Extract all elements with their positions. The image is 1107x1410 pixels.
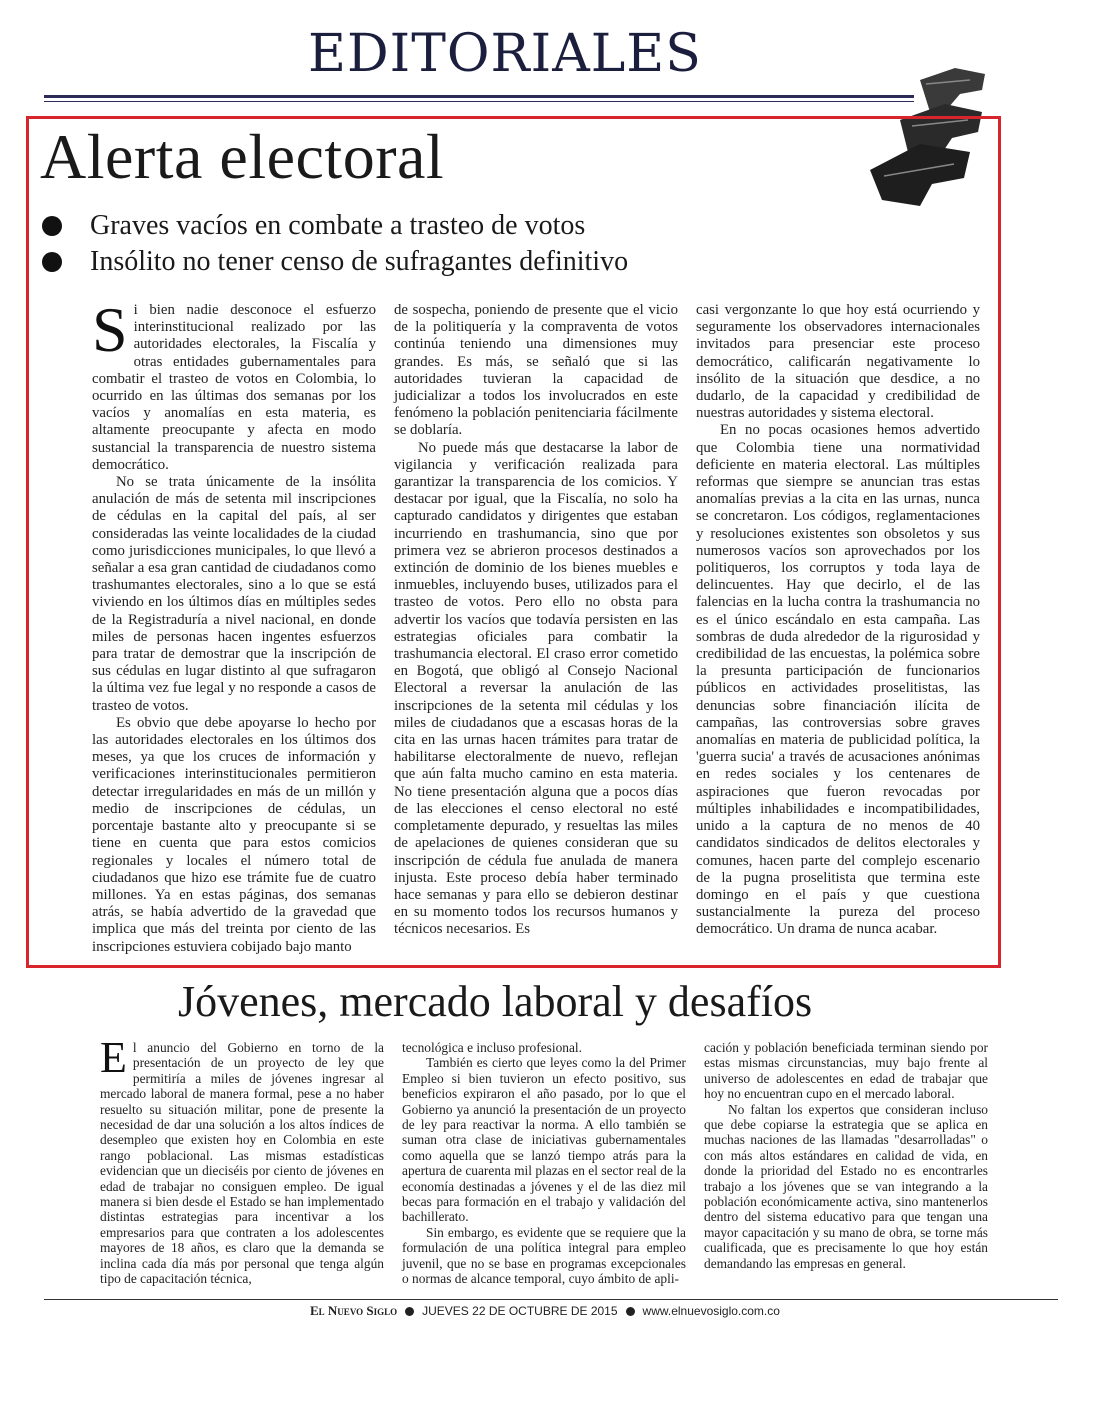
subheadline-bullets: [42, 208, 628, 280]
article-headline: Alerta electoral: [40, 121, 445, 192]
drop-cap: E: [100, 1033, 127, 1082]
article-column-3: [696, 302, 980, 956]
title-rule: [44, 95, 914, 98]
bullet-item: [42, 244, 628, 280]
second-article-column-1: [100, 1033, 384, 1287]
paragraph: El anuncio del Gobierno en torno de la presentación de un proyecto de ley que permitiría a miles de jóvenes ingresar al mercado laboral de manera formal, pese a no haber resuelto su situación militar, pone de presente la necesidad de dar una solución a los altos índices de desempleo que existen hoy en Colombia en este rango poblacional. Las mismas estadísticas evidencian que un dieciséis por ciento de jóvenes en edad de trabajar no consiguen empleo. De igual manera si bien desde el Estado se han implementado distintas estrategias para incentivar a los empresarios para que contraten a los adolescentes mayores de 18 años, es claro que la demanda se inclina cada día más por personal que tenga algún tipo de capacitación técnica,: [100, 1033, 384, 1287]
page-footer: [310, 1303, 780, 1319]
paragraph: También es cierto que leyes como la del Primer Empleo si bien tuvieron un efecto positivo, sus beneficios expiraron el año pasado, por lo que el Gobierno ya anunció la presentación de un proyecto de ley para reactivar la norma. A ello también se suman otra clase de iniciativas gubernamentales como aquella que se lanzó tiempo atrás para la apertura de cuarenta mil plazas en el sector real de la economía destinadas a jóvenes y el de las diez mil becas para formación en el trabajo y validación del bachillerato.: [402, 1055, 686, 1225]
paragraph: casi vergonzante lo que hoy está ocurriendo y seguramente los observadores internacionales invitados para presenciar este proceso democrático, calificarán negativamente lo insólito de la situación que desdice, a no dudarlo, de la capacidad y credibilidad de nuestras autoridades y sistema electoral.: [696, 302, 980, 422]
publication-name: El Nuevo Siglo: [310, 1303, 398, 1318]
paragraph: No se trata únicamente de la insólita anulación de más de setenta mil inscripciones de cédulas en la capital del país, al ser consideradas las veinte localidades de la ciudad como jurisdicciones municipales, lo que llevó a señalar a esa gran cantidad de ciudadanos como trashumantes electorales, sino a lo que se está viviendo en los últimos días en múltiples sedes de la Registraduría a nivel nacional, en donde miles de personas hacen ingentes esfuerzos para tratar de demostrar que la inscripción de sus cédulas en lugar distinto al que sufragaron la última vez fue legal y no responde a casos de trasteo de votos.: [92, 474, 376, 714]
paragraph: de sospecha, poniendo de presente que el vicio de la politiquería y la compraventa de votos continúa teniendo una dimensiones muy grandes. Es más, se señaló que si las autoridades tuvieran la capacidad de judicializar a todos los involucrados en este fenómeno la población penitenciaria fácilmente se doblaría.: [394, 302, 678, 439]
paragraph: Si bien nadie desconoce el esfuerzo interinstitucional realizado por las autoridades electorales, la Fiscalía y otras entidades gubernamentales para combatir el trasteo de votos en Colombia, lo ocurrido en las últimas dos semanas por los vacíos y anomalías en esta materia, es altamente preocupante y afecta en modo sustancial la transparencia de nuestro sistema democrático.: [92, 294, 376, 473]
title-rule-thin: [44, 101, 914, 102]
article-column-2: [394, 302, 678, 956]
paragraph: No puede más que destacarse la labor de vigilancia y verificación realizada para garantizar la transparencia de los comicios. Y destacar por igual, que la Fiscalía, no solo ha capturado candidatos y dirigentes que estaban incurriendo en trashumancia, sino que por primera vez se abrieron procesos destinados a extinción de dominio de los bienes muebles e inmuebles, incluyendo buses, utilizados para el trasteo de votos. Pero ello no obsta para advertir los vacíos que todavía persisten en las estrategias oficiales para combatir la trashumancia electoral. El craso error cometido en Bogotá, que obligó al Consejo Nacional Electoral a reversar la anulación de las inscripciones de la setenta mil cédulas y los miles de ciudadanos que a escasas horas de la cita en las urnas hacen trámites para tratar de habilitarse electoralmente de nuevo, reflejan que aún falta mucho camino en esta materia. No tiene presentación alguna que a pocos días de las elecciones el censo electoral no esté completamente depurado, y resueltas las miles de apelaciones de quienes consideran que su inscripción de cédula fue anulada de manera injusta. Este proceso debía haber terminado hace semanas y para ello se debieron destinar en su momento todos los recursos humanos y técnicos necesarios. Es: [394, 439, 678, 938]
article-body: [92, 294, 980, 956]
bullet-item: [42, 208, 628, 244]
bullet-dot-icon: [42, 252, 62, 272]
section-title: EDITORIALES: [308, 24, 702, 84]
drop-cap: S: [92, 294, 128, 365]
paragraph: Sin embargo, es evidente que se requiere que la formulación de una política integral para empleo juvenil, que no se base en programas excepcionales o normas de alcance temporal, cuyo ámbito de apli-: [402, 1224, 686, 1287]
second-article-column-2: [402, 1040, 686, 1287]
second-article-body: [100, 1033, 988, 1287]
publication-date: JUEVES 22 DE OCTUBRE DE 2015: [422, 1304, 618, 1318]
paragraph: cación y población beneficiada terminan siendo por estas mismas circunstancias, muy bajo frente al universo de adolescentes en edad de trabajar que hoy no encuentran cupo en el mercado laboral.: [704, 1040, 988, 1102]
paragraph: tecnológica e incluso profesional.: [402, 1040, 582, 1055]
paragraph: No faltan los expertos que consideran incluso que debe copiarse la estrategia que se aplica en muchas naciones de las llamadas "desarrolladas" o con más altos estándares en calidad de vida, en donde la prioridad del Estado no es encontrarles trabajo a los jóvenes que se van integrando a la población económicamente activa, sino mantenerlos dentro del sistema educativo para que tengan una mayor capacitación y su mano de obra, se torne más cualificada, que es precisamente lo que hoy están demandando las empresas en general.: [704, 1101, 988, 1271]
bullet-text: Graves vacíos en combate a trasteo de votos: [90, 210, 586, 241]
article-column-1: [92, 294, 376, 956]
second-article-headline: Jóvenes, mercado laboral y desafíos: [178, 977, 813, 1026]
separator-dot-icon: [626, 1307, 635, 1316]
bullet-dot-icon: [42, 216, 62, 236]
paragraph: Es obvio que debe apoyarse lo hecho por las autoridades electorales en los últimos dos meses, ya que los cruces de información y verificaciones interinstitucionales permitieron detectar irregularidades en más de un millón y medio de inscripciones de cédulas, un porcentaje bastante alto y preocupante si se tiene en cuenta que para estos comicios regionales y locales el número total de ciudadanos que hizo ese trámite fue de cuatro millones. Ya en estas páginas, dos semanas atrás, se había advertido de la gravedad que implica que más del treinta por ciento de las inscripciones estuviera cobijado bajo manto: [92, 714, 376, 955]
footer-rule: [44, 1299, 1058, 1300]
paragraph: En no pocas ocasiones hemos advertido que Colombia tiene una normatividad deficiente en materia electoral. Las múltiples reformas que siempre se anuncian tras estas anomalías previas a la cita en las urnas, nunca se concretaron. Los códigos, reglamentaciones y resoluciones existentes son obsoletos y sus numerosos vacíos son aprovechados por los politiqueros, los corruptos y toda laya de delincuentes. Hay que decirlo, el de las falencias en la lucha contra la trashumancia no es el único escándalo en esta campaña. Las sombras de duda alrededor de la rigurosidad y credibilidad de las encuestas, la polémica sobre la presunta participación de funcionarios públicos en actividades proselitistas, las denuncias sobre financiación ilícita de campañas, las controversias sobre graves anomalías en materia de publicidad política, la 'guerra sucia' a través de acusaciones anónimas en redes sociales y los centenares de aspiraciones que fueron revocadas por múltiples inhabilidades e incompatibilidades, unido a la captura de no menos de 40 candidatos sindicados de delitos electorales y comunes, hacen parte del complejo escenario de la pugna proselitista que termina este domingo en el país y que cuestiona sustancialmente la pureza del proceso democrático. Un drama de nunca acabar.: [696, 422, 980, 938]
website-url: www.elnuevosiglo.com.co: [642, 1304, 780, 1318]
second-article-column-3: [704, 1040, 988, 1287]
separator-dot-icon: [405, 1307, 414, 1316]
bullet-text: Insólito no tener censo de sufragantes definitivo: [90, 246, 629, 277]
